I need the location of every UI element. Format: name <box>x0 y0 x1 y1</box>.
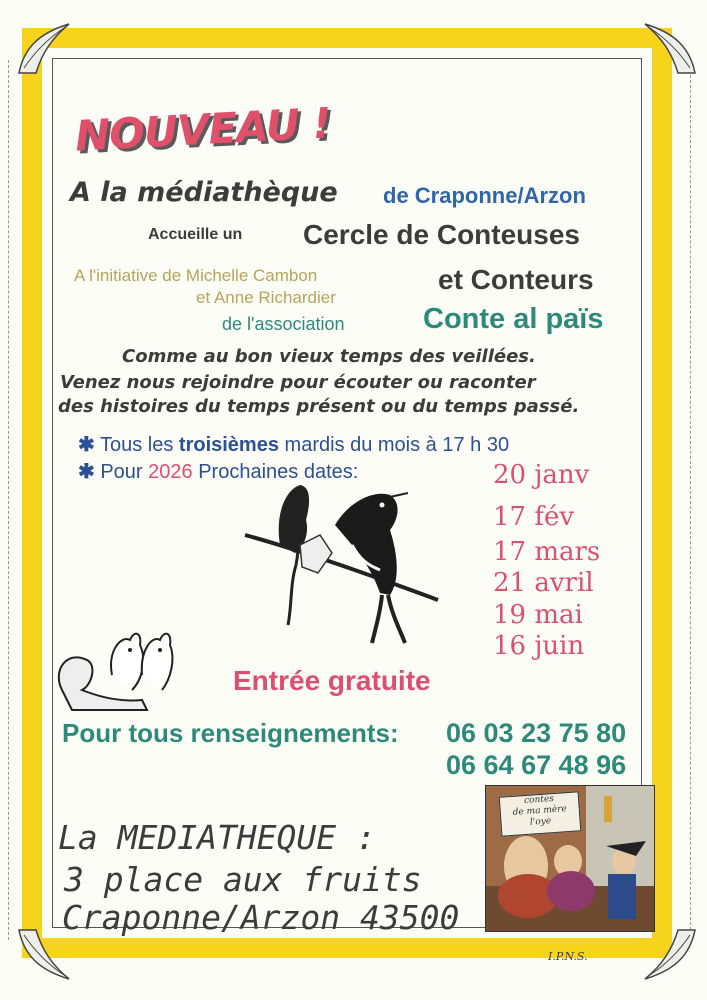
info-label: Pour tous renseignements: <box>62 718 399 748</box>
leaf-ornament-icon <box>640 18 700 78</box>
bullet-2-a: Pour <box>100 461 143 483</box>
initiative-line3: de l'association <box>222 314 345 334</box>
entry-label: Entrée gratuite <box>233 665 431 696</box>
right-edge-line <box>690 60 705 940</box>
book-title-card <box>499 791 582 836</box>
headline: NOUVEAU ! <box>73 98 332 161</box>
bullet-2-year: 2026 <box>148 461 193 483</box>
line1-b: de Craponne/Arzon <box>383 183 586 208</box>
birds-on-branch-illustration <box>240 475 440 645</box>
address-line3: Craponne/Arzon 43500 <box>62 898 460 937</box>
bullet-1-a: Tous les <box>99 434 174 456</box>
initiative-line1: A l'initiative de Michelle Cambon <box>74 266 318 285</box>
date-3: 17 mars <box>493 537 601 567</box>
leaf-ornament-icon <box>14 18 74 78</box>
date-5: 19 mai <box>493 600 583 630</box>
date-2: 17 fév <box>493 502 575 532</box>
association-name: Conte al païs <box>423 303 604 335</box>
asterisk-icon: ✱ <box>78 461 95 483</box>
squirrels-illustration <box>52 620 180 715</box>
book-title-line1: contes <box>523 794 555 807</box>
initiative-line2: et Anne Richardier <box>196 288 336 307</box>
phone-1: 06 03 23 75 80 <box>446 718 627 748</box>
line2-a: Accueille un <box>148 226 243 243</box>
bullet-2-b: Prochaines dates: <box>198 461 359 483</box>
intro-line2: Venez nous rejoindre pour écouter ou raconter <box>60 372 536 393</box>
bullet-1-b: troisièmes <box>178 434 279 456</box>
book-title-line2: de ma mère <box>512 804 568 818</box>
phone-2: 06 64 67 48 96 <box>446 750 627 780</box>
line3-b: et Conteurs <box>438 264 594 295</box>
address-line1: La MEDIATHEQUE : <box>58 818 376 857</box>
left-edge-line <box>8 60 23 940</box>
date-6: 16 juin <box>493 631 585 661</box>
line2-b: Cercle de Conteuses <box>303 219 580 250</box>
date-1: 20 janv <box>493 460 590 490</box>
intro-line3: des histoires du temps présent ou du temps passé. <box>58 396 580 417</box>
leaf-ornament-icon <box>640 925 700 985</box>
ipns-mark: I.P.N.S. <box>548 950 588 963</box>
bullet-1 <box>78 432 509 457</box>
address-line2: 3 place aux fruits <box>64 860 422 899</box>
line1-a: A la médiathèque <box>70 177 338 208</box>
storytelling-painting <box>485 785 655 932</box>
date-4: 21 avril <box>493 568 594 598</box>
bullet-1-c: mardis du mois à 17 h 30 <box>284 434 510 456</box>
book-title-line3: l'oye <box>529 816 552 828</box>
intro-line1: Comme au bon vieux temps des veillées. <box>122 346 536 367</box>
asterisk-icon: ✱ <box>78 434 95 456</box>
